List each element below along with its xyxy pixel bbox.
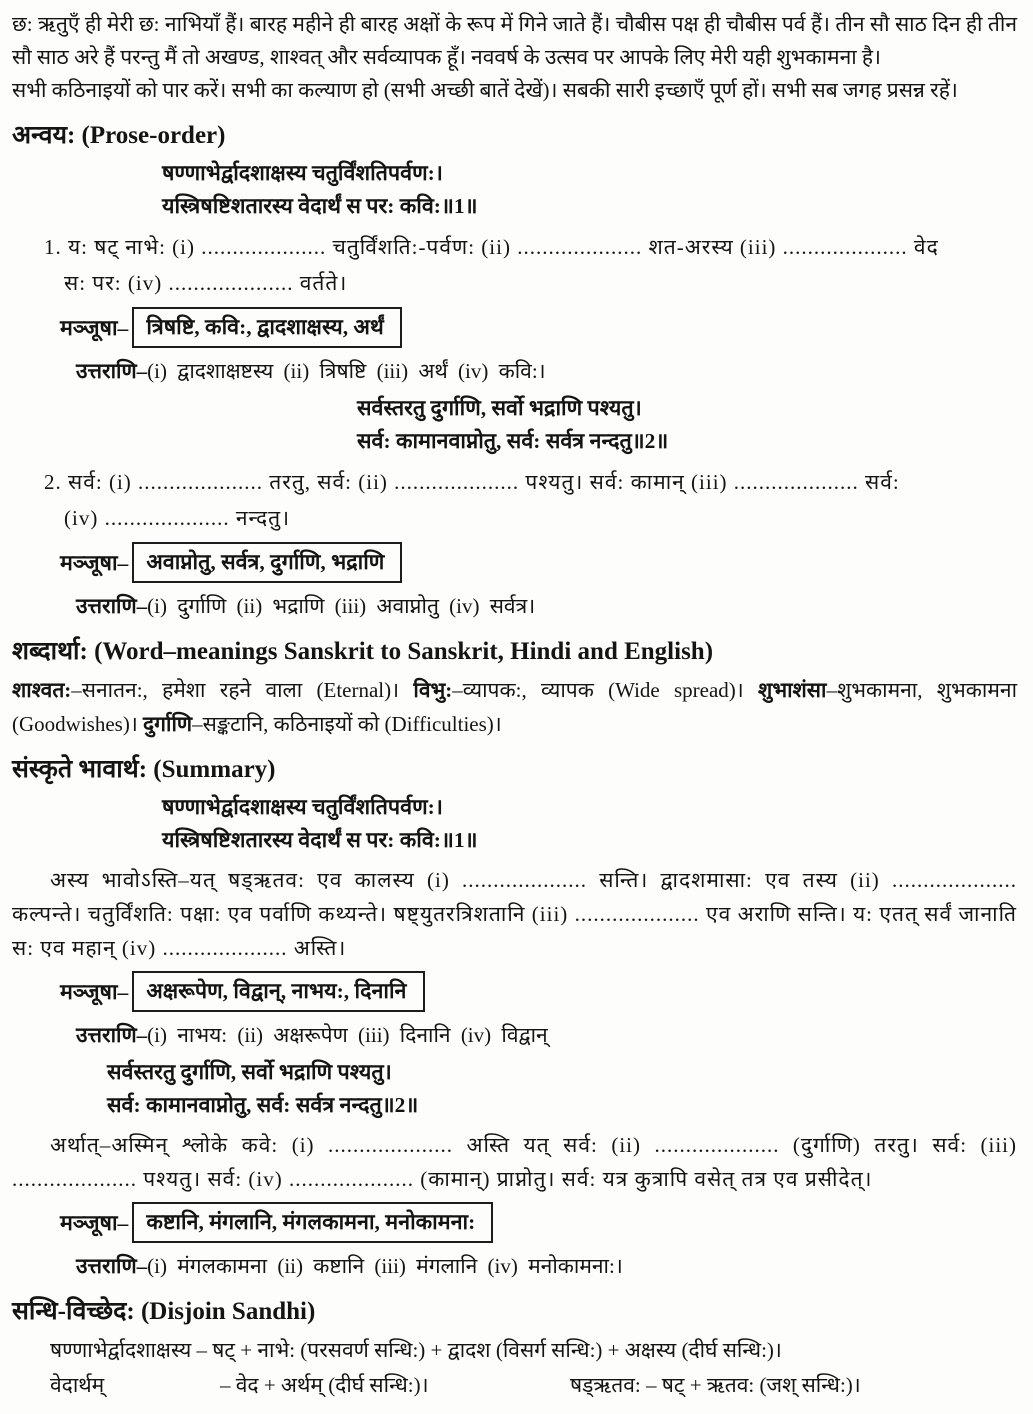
- word-meaning-word: शाश्वत:: [12, 678, 72, 702]
- exercise-2-line-1: 2. सर्व: (i) .................... तरतु, सर्व: (ii) .................... पश्यतु। सर्व: कामान् (iii) .................... सर्व:: [44, 470, 900, 494]
- verse-line: सर्व: कामानवाप्नोतु, सर्व: सर्वत्र नन्दतु॥2॥: [107, 1093, 419, 1117]
- answers-label: उत्तराणि–: [76, 359, 148, 383]
- word-meaning-word: दुर्गाणि: [143, 712, 193, 736]
- manjusha-row-4: [60, 1202, 1017, 1243]
- summary-paragraph-1: अस्य भावोऽस्ति–यत् षड्ऋतव: एव कालस्य (i) .................... सन्ति। द्वादशमासा: एव तस्य (ii) .................... कल्पन्ते। चतुर्विंशति: पक्षा: एव पर्वाणि कथ्यन्ते। षष्ट्युतरत्रिशतानि (iii) .................... एव अराणि सन्ति। य: एतत् सर्वं जानाति स: एव महान् (iv) .................... अस्ति।: [12, 868, 1017, 960]
- section-heading-anvaya: अन्वय: (Prose-order): [12, 122, 226, 149]
- exercise-2-line-2: (iv) .................... नन्दतु।: [64, 506, 291, 530]
- sandhi-line-1: षण्णाभेर्द्वादशाक्षस्य – षट् + नाभे: (परसवर्ण सन्धि:) + द्वादश (विसर्ग सन्धि:) + अक्षस्य (दीर्घ सन्धि:)।: [50, 1338, 782, 1362]
- manjusha-row-2: [60, 542, 1017, 583]
- verse-line: यस्त्रिषष्टिशतारस्य वेदार्थं स पर: कवि:॥1॥: [162, 194, 478, 218]
- verse-line: सर्व: कामानवाप्नोतु, सर्व: सर्वत्र नन्दतु॥2॥: [357, 429, 669, 453]
- word-meaning-text: –सनातन:, हमेशा रहने वाला (Eternal)।: [71, 678, 414, 702]
- verse-line: यस्त्रिषष्टिशतारस्य वेदार्थं स पर: कवि:॥1॥: [162, 828, 478, 852]
- section-heading-sandhi: सन्धि-विच्छेद: (Disjoin Sandhi): [12, 1298, 316, 1325]
- verse-line: षण्णाभेर्द्वादशाक्षस्य चतुर्विंशतिपर्वण:।: [162, 795, 443, 819]
- answers-row-2: [76, 589, 1017, 623]
- section-heading-summary: संस्कृते भावार्थ: (Summary): [12, 756, 276, 783]
- answers-label: उत्तराणि–: [76, 594, 148, 618]
- answers-row-3: [76, 1018, 1017, 1052]
- answers-text: (i) दुर्गाणि (ii) भद्राणि (iii) अवाप्नोतु (iv) सर्वत्र।: [147, 594, 536, 618]
- exercise-1-line-2: स: पर: (iv) .................... वर्तते।: [64, 271, 348, 295]
- word-meaning-text: –शुभकामना, शुभकामना (Goodwishes)।: [12, 678, 1018, 736]
- manjusha-word-box: अक्षरूपेण, विद्वान्, नाभय:, दिनानि: [132, 971, 424, 1012]
- answers-row-4: [76, 1249, 1017, 1283]
- section-heading-shabdartha: शब्दार्था: (Word–meanings Sanskrit to Sanskrit, Hindi and English): [12, 638, 714, 665]
- sandhi-split-text: – वेद + अर्थम् (दीर्घ सन्धि:)।: [220, 1373, 429, 1397]
- manjusha-word-box: अवाप्नोतु, सर्वत्र, दुर्गाणि, भद्राणि: [132, 542, 402, 583]
- intro-paragraph-2: सभी कठिनाइयों को पार करें। सभी का कल्याण हो (सभी अच्छी बातें देखें)। सबकी सारी इच्छाएँ पूर्ण हों। सभी सब जगह प्रसन्न रहें।: [12, 78, 958, 102]
- exercise-1-line-1: 1. य: षट् नाभे: (i) .................... चतुर्विंशति:-पर्वण: (ii) .................... शत-अरस्य (iii) .................... वेद: [44, 235, 939, 259]
- manjusha-label: मञ्जूषा–: [60, 551, 129, 575]
- intro-paragraph-1: छ: ऋतुएँ ही मेरी छ: नाभियाँ हैं। बारह महीने ही बारह अक्षों के रूप में गिने जाते हैं। चौबीस पक्ष ही चौबीस पर्व हैं। तीन सौ साठ दिन ही तीन सौ साठ अरे हैं परन्तु मैं तो अखण्ड, शाश्वत् और सर्वव्यापक हूँ। नववर्ष के उत्सव पर आपके लिए मेरी यही शुभकामना है।: [12, 12, 1017, 69]
- answers-text: (i) द्वादशाक्षष्टस्य (ii) त्रिषष्टि (iii) अर्थं (iv) कवि:।: [147, 359, 546, 383]
- sandhi-word: वेदार्थम्: [50, 1373, 105, 1397]
- word-meaning-word: शुभाशंसा: [758, 678, 827, 702]
- manjusha-row-3: [60, 971, 1017, 1012]
- word-meaning-text: –सङ्कटानि, कठिनाइयों को (Difficulties)।: [192, 712, 502, 736]
- word-meanings-paragraph: [12, 673, 1017, 741]
- answers-label: उत्तराणि–: [76, 1254, 148, 1278]
- verse-shloka-2: [357, 392, 1017, 458]
- word-meaning-text: –व्यापक:, व्यापक (Wide spread)।: [452, 678, 759, 702]
- sandhi-line-2: [50, 1368, 1017, 1403]
- manjusha-row-1: [60, 307, 1017, 348]
- answers-text: (i) मंगलकामना (ii) कष्टानि (iii) मंगलानि (iv) मनोकामना:।: [147, 1254, 623, 1278]
- manjusha-word-box: कष्टानि, मंगलानि, मंगलकामना, मनोकामना:: [132, 1202, 493, 1243]
- manjusha-label: मञ्जूषा–: [60, 316, 129, 340]
- manjusha-word-box: त्रिषष्टि, कवि:, द्वादशाक्षस्य, अर्थं: [132, 307, 401, 348]
- summary-paragraph-2: अर्थात्–अस्मिन् श्लोके कवे: (i) .................... अस्ति यत् सर्व: (ii) .................... (दुर्गाणि) तरतु। सर्व: (iii) .................... पश्यतु। सर्व: (iv) .................... (कामान्) प्राप्नोतु। सर्व: यत्र कुत्रापि वसेत् तत्र एव प्रसीदेत्।: [12, 1133, 1017, 1191]
- answers-label: उत्तराणि–: [76, 1023, 148, 1047]
- manjusha-label: मञ्जूषा–: [60, 980, 129, 1004]
- answers-text: (i) नाभय: (ii) अक्षरूपेण (iii) दिनानि (iv) विद्वान्: [147, 1023, 548, 1047]
- word-meaning-word: विभु:: [413, 678, 453, 702]
- sandhi-split-text: षड्ऋतव: – षट् + ऋतव: (जश् सन्धि:)।: [570, 1373, 861, 1397]
- verse-line: षण्णाभेर्द्वादशाक्षस्य चतुर्विंशतिपर्वण:।: [162, 161, 443, 185]
- manjusha-label: मञ्जूषा–: [60, 1211, 129, 1235]
- verse-shloka-2-repeat: [107, 1056, 1017, 1122]
- verse-shloka-1: [162, 157, 1017, 223]
- verse-shloka-1-repeat: [162, 791, 1017, 857]
- verse-line: सर्वस्तरतु दुर्गाणि, सर्वो भद्राणि पश्यतु।: [107, 1060, 392, 1084]
- answers-row-1: [76, 354, 1017, 388]
- verse-line: सर्वस्तरतु दुर्गाणि, सर्वो भद्राणि पश्यतु।: [357, 396, 642, 420]
